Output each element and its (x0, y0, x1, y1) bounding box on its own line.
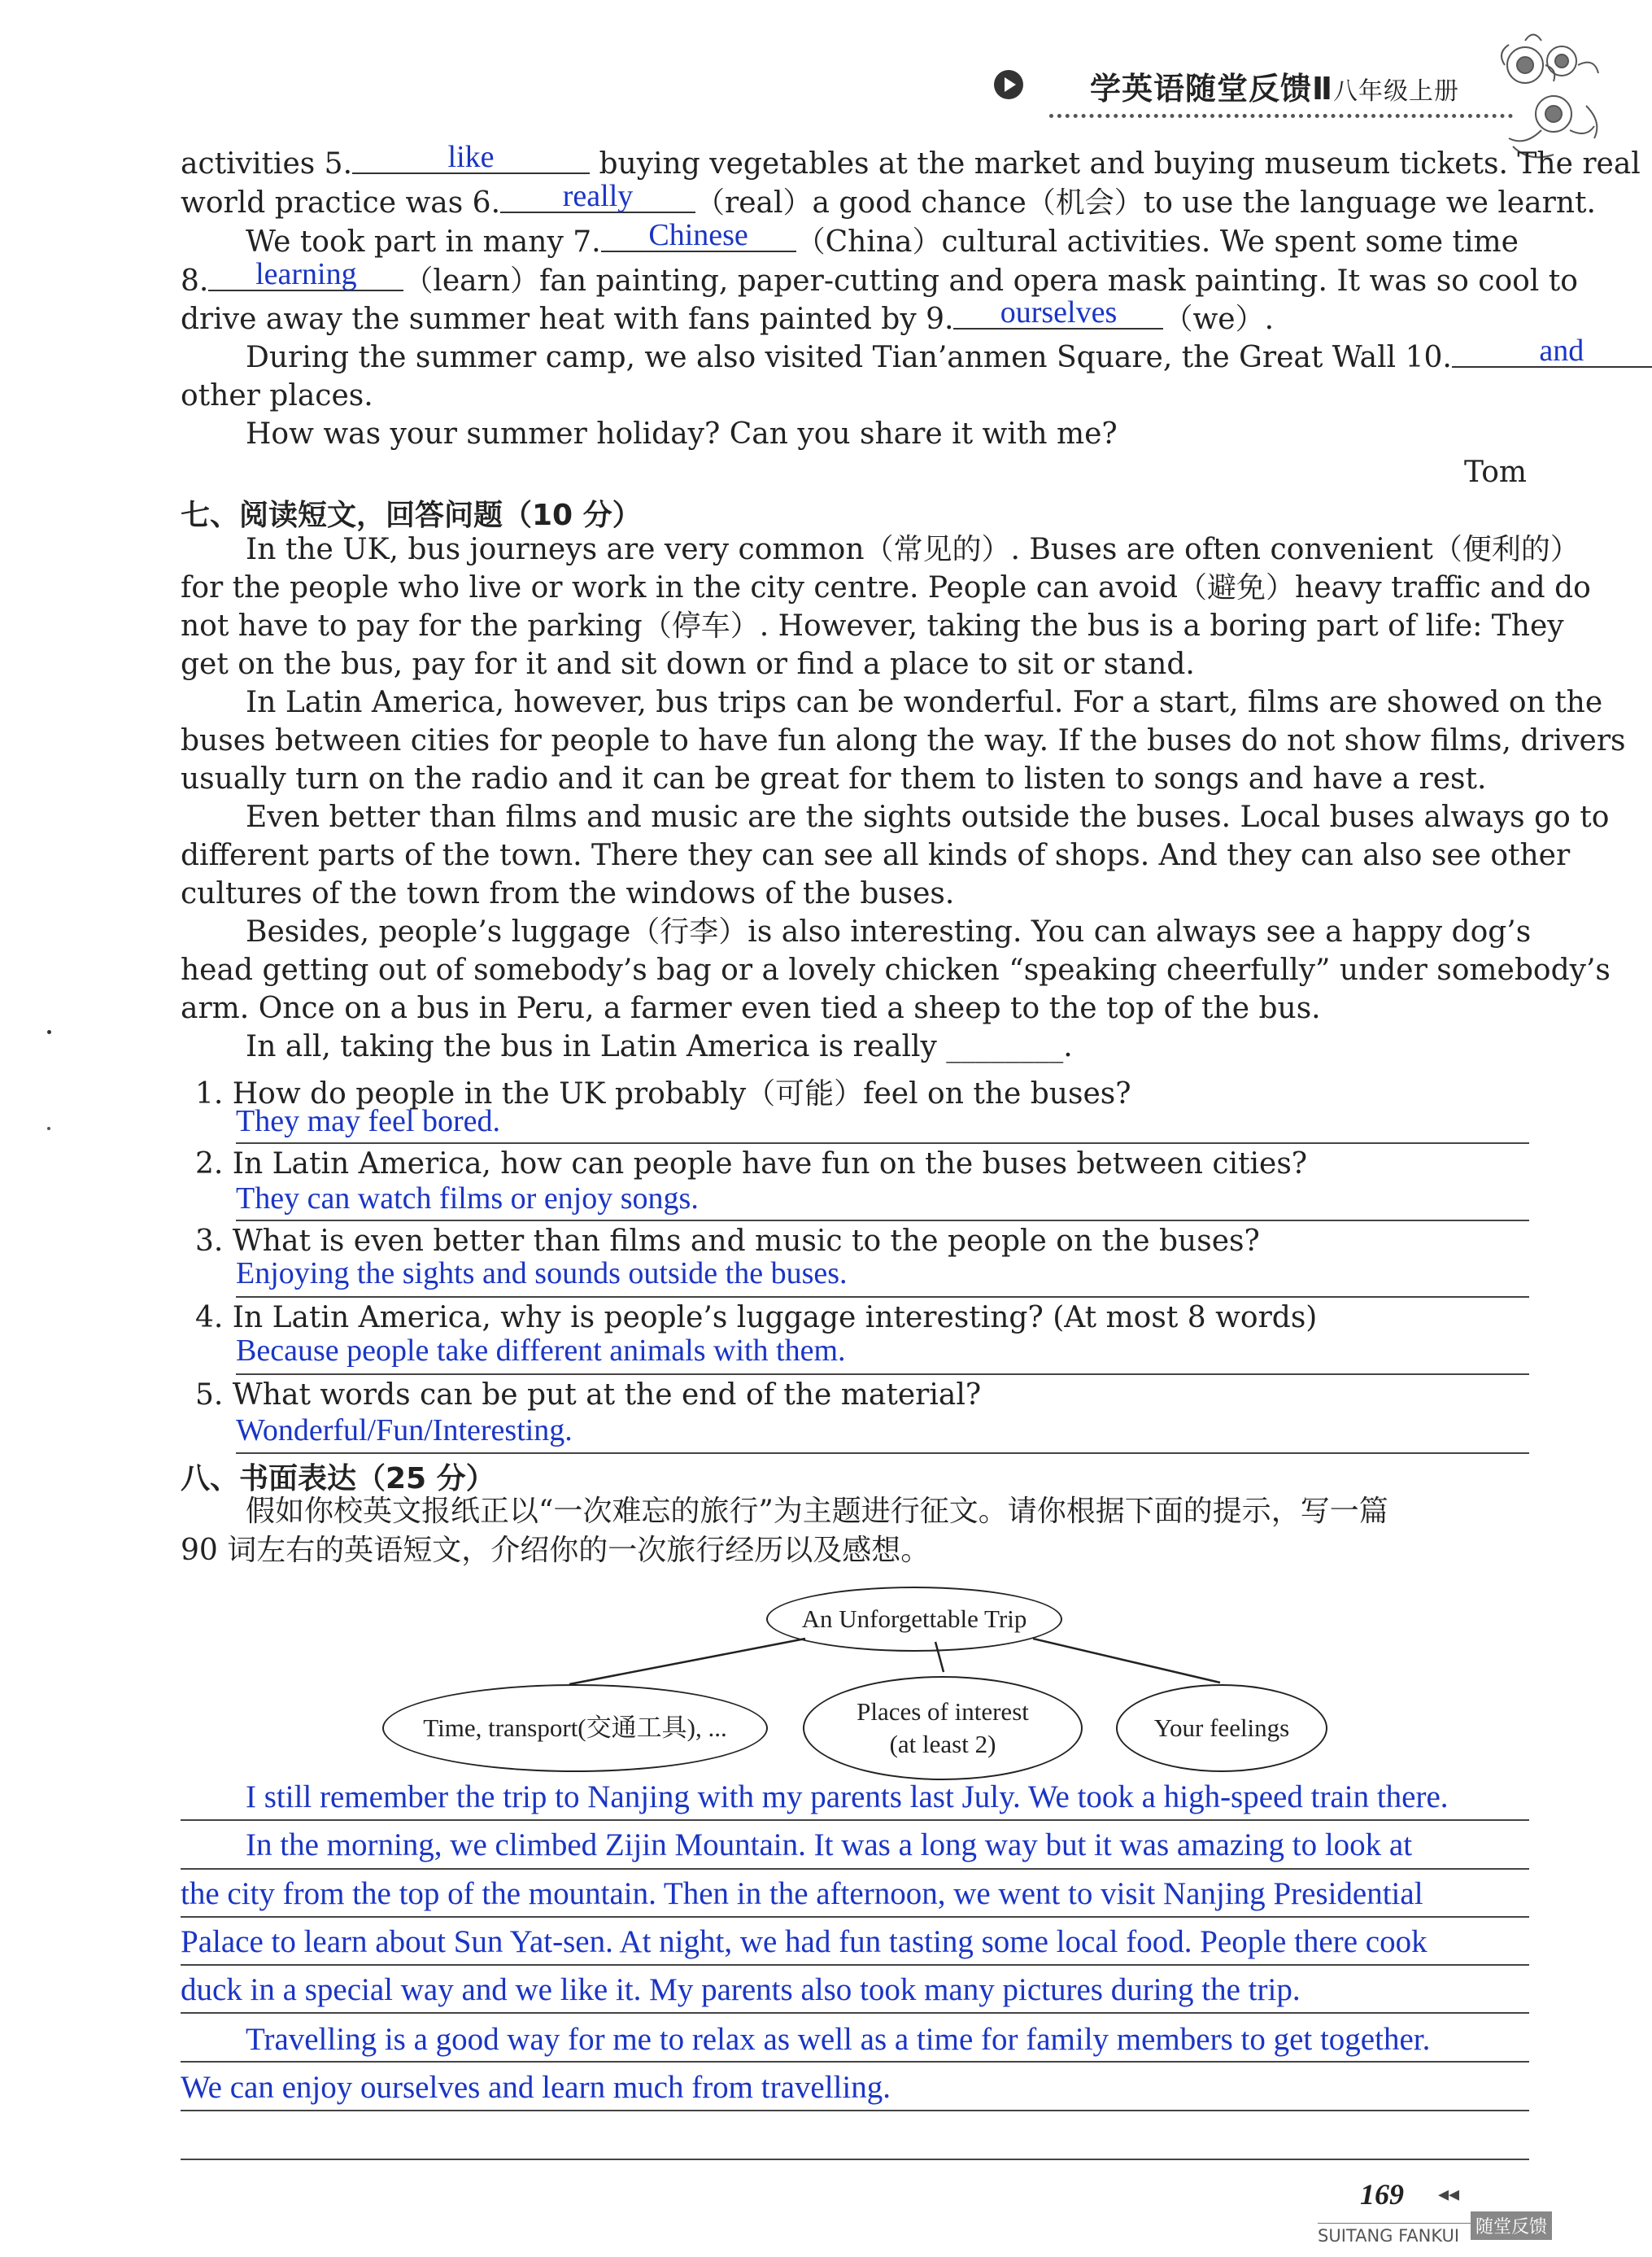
signature: Tom (1464, 456, 1528, 489)
diagram-node-feelings: Your feelings (1116, 1684, 1327, 1772)
essay-line: Travelling is a good way for me to relax as well as a time for family members to get together. (246, 2022, 1431, 2057)
reading-line: Besides, people’s luggage（行李）is also interesting. You can always see a happy dog’s (246, 915, 1532, 949)
question-1: 1. How do people in the UK probably（可能）feel on the buses? (195, 1077, 1131, 1111)
writing-prompt-line-1: 假如你校英文报纸正以“一次难忘的旅行”为主题进行征文。请你根据下面的提示，写一篇 (246, 1495, 1388, 1528)
passage-line-3: We took part in many 7. Chinese （China）cultural activities. We spent some time (246, 218, 1519, 259)
question-5: 5. What words can be put at the end of the material? (195, 1378, 982, 1412)
reading-line: Even better than films and music are the sights outside the buses. Local buses always go to (246, 801, 1610, 834)
answer-2: They can watch films or enjoy songs. (236, 1181, 699, 1216)
passage-line-4: 8. learning （learn）fan painting, paper-cutting and opera mask painting. It was so cool to (181, 257, 1578, 298)
reading-line: get on the bus, pay for it and sit down or find a place to sit or stand. (181, 648, 1195, 681)
diagram-node-time-transport: Time, transport(交通工具), ... (382, 1684, 768, 1772)
footer-brand-cn: 随堂反馈 (1471, 2211, 1552, 2240)
writing-line (181, 1868, 1529, 1870)
answer-1: They may feel bored. (236, 1104, 500, 1138)
essay-line: Palace to learn about Sun Yat-sen. At night, we had fun tasting some local food. People there cook (181, 1924, 1428, 1959)
section-8-heading: 八、书面表达（25 分） (181, 1462, 495, 1495)
essay-line: I still remember the trip to Nanjing with my parents last July. We took a high-speed train there. (246, 1779, 1449, 1814)
diagram-node-places (803, 1676, 1083, 1780)
header-title: 学英语随堂反馈Ⅱ八年级上册 (1090, 71, 1460, 107)
passage-line-6: During the summer camp, we also visited Tian’anmen Square, the Great Wall 10. and (246, 338, 1652, 377)
answer-4: Because people take different animals with them. (236, 1334, 846, 1368)
passage-line-7: other places. (181, 379, 373, 413)
reading-line: In Latin America, however, bus trips can be wonderful. For a start, films are showed on the (246, 686, 1603, 719)
reading-line: buses between cities for people to have fun along the way. If the buses do not show films, drivers (181, 724, 1626, 757)
reading-line: cultures of the town from the windows of the buses. (181, 877, 955, 910)
header-subtitle: 八年级上册 (1333, 77, 1460, 106)
reading-line: not have to pay for the parking（停车）. However, taking the bus is a boring part of life: They (181, 609, 1564, 643)
section-7-heading: 七、阅读短文，回答问题（10 分） (181, 499, 642, 532)
question-4: 4. In Latin America, why is people’s luggage interesting? (At most 8 words) (195, 1301, 1318, 1334)
diagram-root-node: An Unforgettable Trip (766, 1587, 1062, 1652)
question-2: 2. In Latin America, how can people have fun on the buses between cities? (195, 1147, 1308, 1181)
answer-blank-9: ourselves (953, 297, 1163, 330)
question-3: 3. What is even better than films and music to the people on the buses? (195, 1225, 1260, 1258)
reading-line: for the people who live or work in the city centre. People can avoid（避免）heavy traffic and do (181, 571, 1591, 605)
answer-5: Wonderful/Fun/Interesting. (236, 1413, 573, 1447)
reading-line: different parts of the town. There they can see all kinds of shops. And they can also see other (181, 839, 1571, 872)
diagram-node-places-line-1: Places of interest (857, 1697, 1029, 1726)
answer-blank-6: really (500, 181, 695, 213)
answer-blank-10: and (1452, 335, 1652, 368)
answer-blank-7: Chinese (601, 220, 796, 252)
margin-mark (47, 1127, 50, 1130)
page-number: 169 (1360, 2178, 1404, 2211)
passage-line-5: drive away the summer heat with fans painted by 9. ourselves （we）. (181, 295, 1275, 336)
passage-line-8: How was your summer holiday? Can you share it with me? (246, 417, 1118, 451)
writing-line (181, 2159, 1529, 2160)
essay-line: duck in a special way and we like it. My parents also took many pictures during the trip. (181, 1972, 1301, 2007)
answer-3: Enjoying the sights and sounds outside the buses. (236, 1256, 848, 1290)
reading-line: usually turn on the radio and it can be great for them to listen to songs and have a rest. (181, 762, 1487, 796)
passage-line-1: activities 5. like buying vegetables at the market and buying museum tickets. The real (181, 140, 1641, 181)
reading-line: In all, taking the bus in Latin America is really ________. (246, 1030, 1073, 1063)
answer-blank-8: learning (208, 259, 403, 291)
footer-rule (1318, 2223, 1472, 2224)
writing-line (181, 2012, 1529, 2014)
reading-line: head getting out of somebody’s bag or a lovely chicken “speaking cheerfully” under somebody’s (181, 954, 1611, 987)
footer-brand-en: SUITANG FANKUI (1318, 2226, 1460, 2246)
writing-line (181, 1964, 1529, 1966)
essay-line: We can enjoy ourselves and learn much from travelling. (181, 2070, 891, 2105)
answer-blank-5: like (352, 142, 590, 174)
reading-line: In the UK, bus journeys are very common（常见的）. Buses are often convenient（便利的） (246, 533, 1580, 566)
essay-line: the city from the top of the mountain. Then in the afternoon, we went to visit Nanjing Presidential (181, 1876, 1423, 1911)
writing-line (181, 2110, 1529, 2111)
essay-line: In the morning, we climbed Zijin Mountain. It was a long way but it was amazing to look at (246, 1827, 1413, 1862)
margin-mark (47, 1030, 51, 1034)
arrows-icon: ◂◂ (1438, 2182, 1460, 2207)
writing-line (181, 1819, 1529, 1821)
writing-line (181, 2061, 1529, 2063)
writing-line (181, 1916, 1529, 1918)
diagram-node-places-line-2: (at least 2) (889, 1730, 996, 1758)
passage-line-2: world practice was 6. really （real）a good chance（机会）to use the language we learnt. (181, 179, 1596, 220)
writing-prompt-line-2: 90 词左右的英语短文，介绍你的一次旅行经历以及感想。 (181, 1534, 931, 1567)
reading-line: arm. Once on a bus in Peru, a farmer even tied a sheep to the top of the bus. (181, 992, 1321, 1025)
